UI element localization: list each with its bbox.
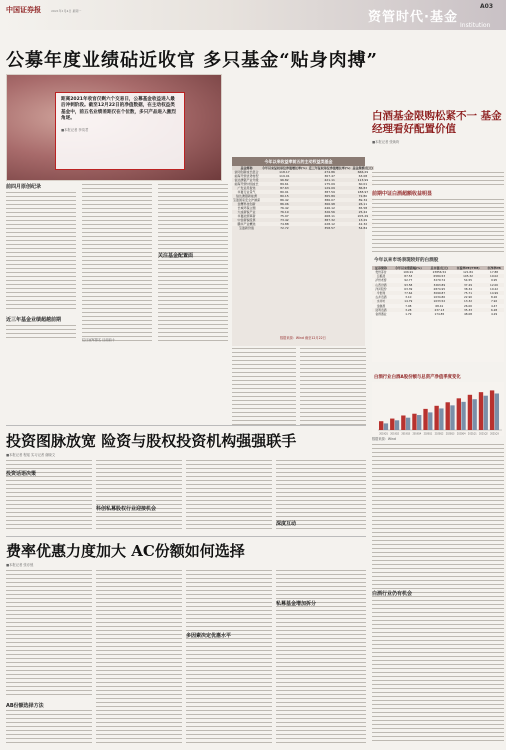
fund-table-cell: 25.44: [358, 210, 368, 214]
article2-col-3: [186, 460, 272, 534]
right-byline: ■本报记者 张焕昀: [372, 140, 400, 144]
liquor-table-title: 今年以来市场表现较好的白酒股: [374, 258, 439, 263]
liquor-table-cell: 13.32: [452, 299, 484, 303]
article3-col-3: [186, 570, 272, 746]
fund-table-cell: 387.32: [324, 218, 335, 222]
x-tick-label: 2021Q2: [479, 432, 488, 436]
headline-2: 投资图脉放宽 险资与股权投资机构强强联手: [6, 432, 297, 450]
bar-s1-7: [461, 402, 465, 430]
subhead-mid-1: 关注基金配置面: [158, 253, 194, 259]
fund-table-source: 数据来源：Wind 截至12月22日: [280, 336, 326, 340]
lead-text: 距离2021年收官仅剩六个交易日，公募基金收益进入最后冲刺阶段。截至12月22日的净值数据，在主动权益类基金中，前五名业绩差距仅在个位数，多只产品进入激烈角逐。: [61, 97, 176, 122]
fund-table-cell: 188.97: [352, 190, 375, 194]
article-col-2: [82, 184, 152, 344]
article3-col-4: [276, 570, 366, 746]
liquor-table-header-2: 总市值(亿元): [427, 266, 452, 270]
fund-table-cell: 长城环保主题: [232, 206, 261, 210]
liquor-table-cell: 63.39: [404, 286, 413, 291]
fund-table-cell: 86.42: [261, 198, 308, 202]
fund-table-cell: 54.84: [358, 226, 368, 230]
liquor-table-cell: 山西汾酒: [372, 283, 390, 287]
fund-table-title: 今年以来收益率前五的主动权益类基金: [232, 157, 365, 166]
fund-table-cell: 89.34: [352, 198, 375, 202]
liquor-table-row: [372, 312, 504, 316]
liquor-table-cell: 贵州茅台: [375, 270, 387, 274]
liquor-table-cell: 48.08: [464, 312, 473, 317]
x-tick-label: 2020Q3: [445, 432, 455, 436]
fund-table-cell: 26.11: [358, 202, 368, 206]
liquor-table-cell: 古井贡酒: [375, 295, 387, 300]
bar-s1-5: [439, 408, 443, 430]
fund-table-cell: 42.32: [352, 222, 375, 226]
right-col-intro: [372, 172, 504, 188]
article-col-1b: [6, 325, 76, 343]
page-number: A03: [480, 3, 493, 10]
fund-table-cell: 13.29: [358, 218, 368, 222]
liquor-table-cell: 4.29: [490, 312, 498, 317]
bar-s0-6: [446, 402, 450, 430]
x-tick-label: 2021Q1: [467, 432, 477, 436]
fund-table-cell: 358.57: [324, 226, 335, 230]
fund-table-cell: 118.17: [279, 170, 290, 174]
right-headline: 白酒基金限购松紧不一 基金经理看好配置价值: [372, 110, 502, 135]
fund-table-cell: 65.58: [352, 206, 375, 210]
article-col-4: [232, 348, 296, 428]
liquor-table-cell: 38.34: [464, 286, 473, 291]
lead-byline: ■本报记者 李岚君: [61, 127, 89, 132]
fund-table-cell: 666.29: [357, 170, 369, 174]
article-col-1: [6, 192, 76, 312]
liquor-fund-chart: [372, 382, 504, 436]
bar-s1-3: [417, 415, 421, 430]
fund-table-cell: 崇同创新成长混合: [234, 170, 259, 174]
bar-s1-1: [395, 420, 399, 430]
fund-table-cell: 119.01: [261, 174, 308, 178]
fund-table-cell: 80.91: [261, 190, 308, 194]
fund-table-cell: 60.01: [352, 182, 375, 186]
bar-s1-9: [484, 396, 488, 430]
fund-table-cell: 前海开源优势转型: [232, 174, 261, 178]
lead-box: [55, 92, 185, 170]
fund-table-row: [232, 226, 374, 230]
byline-3: ■本报记者 张亦弛: [6, 563, 34, 567]
x-tick-label: 2019Q3: [401, 432, 411, 436]
liquor-table-cell: 37.29: [452, 283, 484, 287]
bar-s0-9: [479, 392, 483, 430]
x-tick-label: 2019Q2: [390, 432, 399, 436]
fund-table: [232, 166, 374, 230]
liquor-table-cell: 54.55: [464, 278, 473, 283]
subhead-f3: 私募基金增加拆分: [276, 601, 317, 607]
liquor-table-cell: 水井坊: [372, 299, 390, 303]
liquor-table-cell: 93.58: [390, 283, 427, 287]
liquor-table-cell: 8.26: [490, 295, 498, 300]
fund-table-cell: 87.63: [280, 186, 289, 190]
subhead-left-1: 前四月原创纪录: [6, 184, 42, 190]
subhead-e3: 多因素决定优惠水平: [186, 633, 232, 639]
fund-table-cell: 205.29: [352, 214, 375, 218]
liquor-table-header-4: 市净率PB: [484, 266, 504, 270]
fund-table-header-2: 近三年复权单位净值增长率(%): [308, 166, 351, 170]
liquor-table-cell: 17.88: [490, 270, 499, 274]
liquor-table: [372, 266, 504, 316]
right-subhead: 前期中证白酒超额收益明显: [372, 191, 433, 197]
x-tick-label: 2020Q2: [434, 432, 444, 436]
headline-3: 费率优惠力度加大 AC份额如何选择: [6, 542, 245, 560]
article-col-3: [158, 184, 228, 344]
liquor-table-cell: 121.84: [463, 270, 473, 274]
liquor-table-cell: 26.00: [464, 303, 473, 308]
right-article-header: [372, 110, 506, 172]
bar-s1-8: [472, 399, 476, 430]
masthead: 中国证券报 2021年1月4日 星期一: [6, 5, 82, 14]
byline-2: ■本报记者 程瑶 实习记者 谢晓文: [6, 453, 56, 457]
liquor-table-cell: 3279.74: [433, 278, 446, 283]
bar-s0-0: [379, 421, 383, 430]
fund-table-cell: 广发远见智选: [237, 186, 256, 190]
liquor-table-cell: 22.90: [464, 295, 473, 300]
liquor-table-cell: 五粮液: [372, 274, 390, 278]
subhead-d3: AB份额选择方法: [6, 703, 44, 709]
bar-s0-3: [412, 414, 416, 430]
liquor-table-cell: 7.92: [484, 299, 504, 303]
left-note: 往日冠军排名 目前前十: [82, 338, 115, 342]
liquor-table-cell: 19.02: [484, 274, 504, 278]
fund-table-cell: 宝盈国家安全沪港深: [233, 198, 261, 202]
bar-s0-10: [490, 390, 494, 430]
fund-table-cell: 鹏华产业精选: [232, 222, 261, 226]
liquor-table-cell: 105.32: [452, 274, 484, 278]
fund-table-header-0: 基金简称: [232, 166, 261, 170]
fund-table-cell: 96.82: [280, 178, 289, 182]
liquor-table-cell: 3.28: [390, 308, 427, 312]
bar-s1-10: [495, 393, 499, 430]
liquor-table-header-3: 市盈率PE(TTM): [452, 266, 484, 270]
fund-table-cell: 386.07: [308, 198, 352, 202]
article3-col-1: [6, 570, 92, 698]
fund-table-cell: 366.98: [324, 202, 335, 206]
fund-table-cell: 86.06: [280, 202, 289, 206]
fund-table-cell: 228.12: [308, 222, 352, 226]
liquor-table-cell: 4.47: [490, 303, 498, 308]
fund-table-cell: 129.09: [324, 186, 335, 190]
bar-s1-6: [450, 405, 454, 430]
fund-table-panel: [232, 166, 374, 346]
liquor-table-cell: 金徽酒: [376, 303, 386, 308]
fund-table-cell: 113.99: [357, 178, 369, 182]
main-headline: 公募年度业绩砧近收官 多只基金“贴身肉搏”: [6, 50, 378, 71]
liquor-table-cell: 9.95: [490, 278, 498, 283]
fund-table-cell: 63.08: [352, 174, 375, 178]
right-col-text: [372, 199, 504, 255]
fund-table-cell: 76.19: [280, 210, 289, 214]
fund-table-cell: 367.47: [308, 174, 352, 178]
fund-table-cell: 73.42: [280, 218, 289, 222]
fund-table-cell: 326.56: [324, 210, 335, 214]
liquor-table-cell: 14.79: [390, 299, 427, 303]
x-tick-label: 2019Q1: [379, 432, 388, 436]
liquor-table-cell: 3263.89: [427, 283, 452, 287]
subhead-b2: 科创私募股权行业迎接机会: [96, 506, 157, 512]
liquor-table-panel: [372, 266, 504, 362]
subhead-a2: 投资话语决策: [6, 471, 37, 477]
subhead-c2: 深度互动: [276, 521, 297, 527]
x-tick-label: 2020Q4: [456, 432, 466, 436]
fund-table-cell: 76.42: [261, 206, 308, 210]
liquor-table-cell: 泸州老窖: [375, 278, 387, 283]
liquor-table-cell: 7.08: [405, 303, 412, 308]
fund-table-cell: 72.72: [280, 226, 289, 230]
liquor-table-cell: 237.13: [427, 308, 452, 312]
fund-table-cell: 175.09: [308, 182, 352, 186]
fund-table-cell: 89.61: [261, 182, 308, 186]
subhead-left-2: 近三年基金业绩超越前期: [6, 317, 62, 323]
fund-table-cell: 80.15: [280, 194, 289, 198]
liquor-table-cell: 迎驾贡酒: [372, 308, 390, 312]
fund-table-cell: 金鹰科技创新: [237, 202, 256, 206]
bar-s0-7: [457, 398, 461, 430]
fund-table-cell: 信达澳银产业升级: [234, 178, 259, 182]
fund-table-cell: 宝盈新价值: [239, 226, 255, 230]
fund-table-cell: 中金新锐股票: [237, 218, 256, 222]
article2-col-2: [96, 460, 182, 534]
article3-col-1b: [6, 710, 92, 746]
fund-table-cell: 信达澳银新能源: [236, 194, 258, 198]
liquor-table-cell: 174.85: [434, 312, 445, 317]
fund-table-cell: 387.59: [308, 190, 352, 194]
liquor-table-cell: 92.77: [404, 278, 413, 283]
liquor-table-cell: 14.99: [484, 291, 504, 295]
liquor-table-cell: 1.79: [405, 312, 412, 317]
fund-table-cell: 大成新锐产业: [237, 210, 256, 214]
fund-table-header-3: 基金规模(亿元): [352, 166, 374, 170]
fund-table-cell: 75.97: [261, 214, 308, 218]
chart-title: 白酒行业白酒A股份额与总资产净值季度变化: [374, 375, 461, 380]
liquor-table-cell: 舍得酒业: [375, 312, 387, 317]
fund-table-cell: 86.83: [358, 186, 368, 190]
fund-table-cell: 华夏能源革新: [232, 214, 261, 218]
liquor-table-cell: 2874.95: [433, 286, 446, 291]
section-title: 资管时代·基金: [368, 10, 458, 25]
liquor-table-cell: 87.53: [390, 274, 427, 278]
liquor-table-cell: 6.28: [484, 308, 504, 312]
bar-s0-2: [401, 415, 405, 430]
liquor-table-cell: 今世缘: [372, 291, 390, 295]
bar-s0-1: [390, 419, 394, 430]
fund-table-cell: 华夏行业景气: [232, 190, 261, 194]
fund-table-cell: 365.89: [324, 194, 335, 198]
liquor-table-cell: 3.10: [405, 295, 412, 300]
divider-1: [6, 425, 366, 426]
bar-s1-2: [406, 418, 410, 430]
liquor-table-cell: 23856.54: [432, 270, 447, 274]
x-tick-label: 2021Q3: [490, 432, 499, 436]
fund-table-header-1: 今年以来复权单位净值增长率(%): [262, 166, 307, 170]
fund-table-cell: 前海开源中国成长: [232, 182, 261, 186]
x-tick-label: 2020Q1: [423, 432, 433, 436]
liquor-table-cell: 68.41: [435, 303, 444, 308]
fund-table-cell: 74.88: [261, 222, 308, 226]
fund-table-cell: 446.12: [308, 206, 352, 210]
divider-2: [6, 536, 366, 537]
bar-s0-5: [434, 406, 438, 430]
article-col-5: [300, 348, 366, 428]
liquor-table-cell: 12.00: [484, 283, 504, 287]
liquor-table-header-1: 今年以来涨跌幅(%): [390, 266, 427, 270]
liquor-table-cell: 77.64: [390, 291, 427, 295]
liquor-table-header-0: 证券简称: [372, 266, 390, 270]
article3-col-2: [96, 570, 182, 746]
liquor-table-cell: 3099.87: [427, 291, 452, 295]
liquor-table-cell: 106.91: [403, 270, 414, 274]
liquor-table-cell: 35.33: [452, 308, 484, 312]
bar-s0-8: [468, 395, 472, 430]
bar-s1-4: [428, 412, 432, 430]
liquor-table-cell: 19.22: [490, 286, 499, 291]
section-english: Institution: [460, 22, 491, 29]
liquor-table-cell: 1033.52: [427, 299, 452, 303]
liquor-table-cell: 6584.53: [427, 274, 452, 278]
subhead-right-lower: 白酒行业仍有机会: [372, 591, 413, 597]
bar-s1-0: [384, 423, 388, 430]
fund-table-cell: 468.11: [308, 214, 352, 218]
liquor-table-cell: 洋河股份: [375, 286, 387, 291]
fund-table-cell: 421.11: [324, 178, 335, 182]
liquor-table-cell: 75.71: [452, 291, 484, 295]
fund-table-cell: 72.80: [358, 194, 368, 198]
chart-note: 数据来源：Wind: [372, 437, 396, 441]
x-tick-label: 2019Q4: [412, 432, 422, 436]
bar-s0-4: [423, 409, 427, 430]
liquor-table-cell: 1034.80: [433, 295, 446, 300]
fund-table-cell: 474.86: [324, 170, 335, 174]
